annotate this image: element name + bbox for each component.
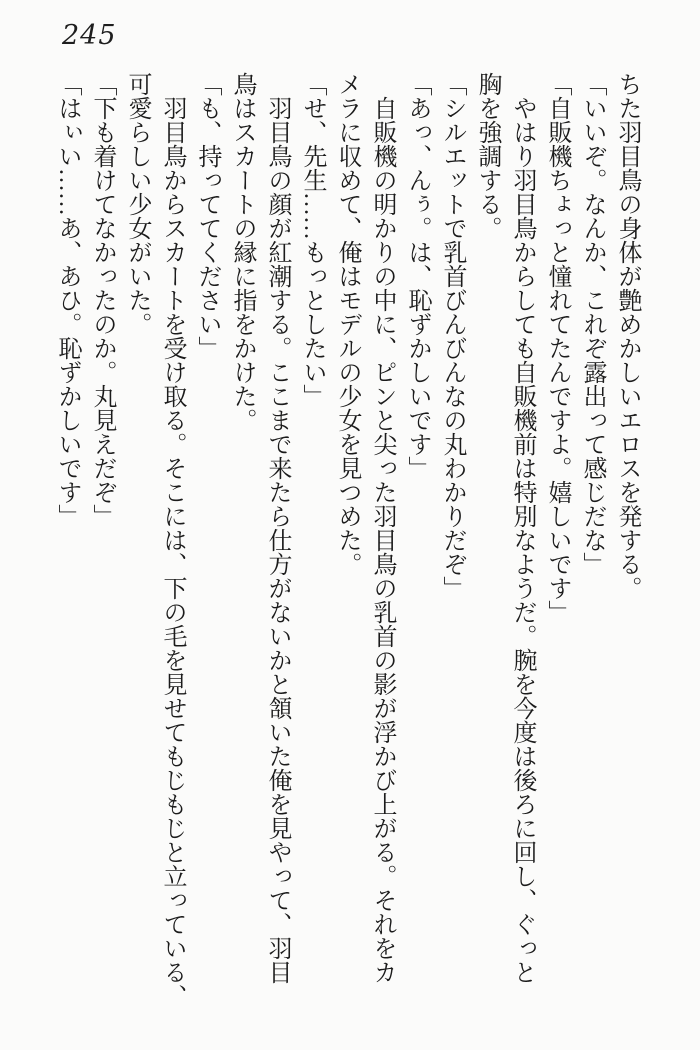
text-line: 鳥はスカートの縁に指をかけた。 (229, 72, 255, 432)
text-line: 「はぃい……あ、あひ。恥ずかしいです」 (54, 72, 80, 528)
text-line: メラに収めて、俺はモデルの少女を見つめた。 (334, 72, 360, 576)
text-line: 自販機の明かりの中に、ピンと尖った羽目鳥の乳首の影が浮かび上がる。それをカ (369, 96, 395, 984)
vertical-text-block (49, 72, 644, 1017)
text-line: 「も、持っててください」 (194, 72, 220, 360)
text-line: 胸を強調する。 (474, 72, 500, 240)
text-line: 「自販機ちょっと憧れてたんですよ。嬉しいです」 (544, 72, 570, 624)
text-line: ちた羽目鳥の身体が艶めかしいエロスを発する。 (614, 72, 640, 600)
page-number: 245 (62, 20, 117, 51)
text-line: 「せ、先生……もっとしたい」 (299, 72, 325, 408)
text-line: 可愛らしい少女がいた。 (124, 72, 150, 336)
text-line: 「下も着けてなかったのか。丸見えだぞ」 (89, 72, 115, 528)
text-line: 羽目鳥の顔が紅潮する。ここまで来たら仕方がないかと頷いた俺を見やって、羽目 (264, 96, 290, 984)
text-line: やはり羽目鳥からしても自販機前は特別なようだ。腕を今度は後ろに回し、ぐっと (509, 96, 535, 984)
text-line: 羽目鳥からスカートを受け取る。そこには、下の毛を見せてもじもじと立っている、 (159, 96, 185, 1008)
text-line: 「あっ、んぅ。は、恥ずかしいです」 (404, 72, 430, 480)
text-line: 「いいぞ。なんか、これぞ露出って感じだな」 (579, 72, 605, 576)
text-line: 「シルエットで乳首びんびんなの丸わかりだぞ」 (439, 72, 465, 600)
